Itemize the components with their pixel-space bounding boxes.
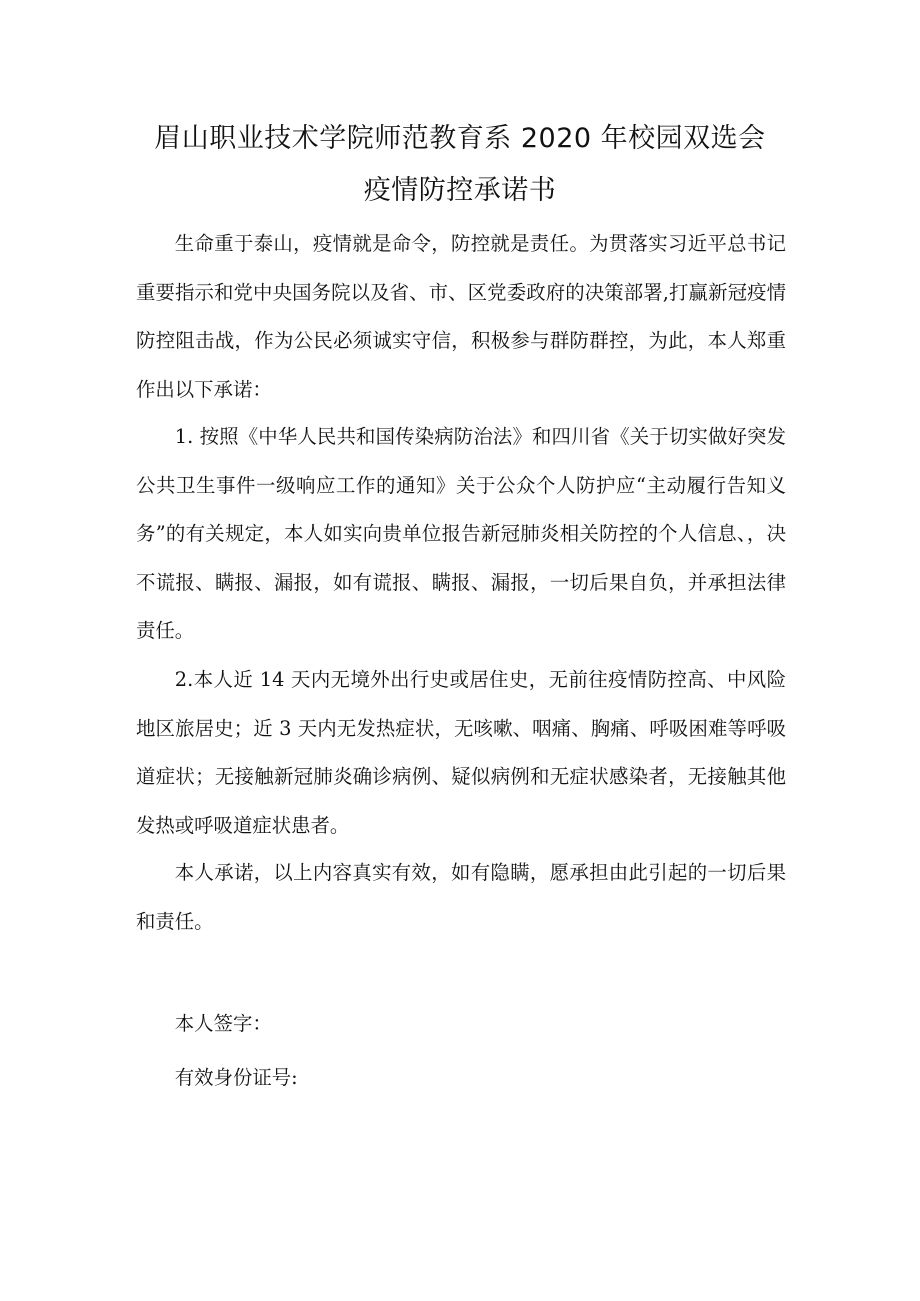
paragraph-preamble: 生命重于泰山，疫情就是命令，防控就是责任。为贯落实习近平总书记重要指示和党中央国务院以及省、市、区党委政府的决策部署,打赢新冠疫情防控阻击战，作为公民必须诚实守信，积极参与群防群控，为此，本人郑重作出以下承诺： xyxy=(136,232,786,401)
document-subtitle: 疫情防控承诺书 xyxy=(363,175,557,206)
paragraph-pledge-1: 1. 按照《中华人民共和国传染病防治法》和四川省《关于切实做好突发公共卫生事件一级响应工作的通知》关于公众个人防护应“主动履行告知义务”的有关规定，本人如实向贵单位报告新冠肺炎相关防控的个人信息、，决不谎报、瞒报、漏报，如有谎报、瞒报、漏报，一切后果自负，并承担法律责任。 xyxy=(136,425,786,642)
document-title: 眉山职业技术学院师范教育系 2020 年校园双选会 xyxy=(154,123,766,154)
paragraph-declaration: 本人承诺，以上内容真实有效，如有隐瞒，愿承担由此引起的一切后果和责任。 xyxy=(136,861,786,933)
signature-label: 本人签字： xyxy=(174,1012,272,1035)
id-number-label: 有效身份证号: xyxy=(174,1066,298,1089)
paragraph-pledge-2: 2.本人近 14 天内无境外出行史或居住史，无前往疫情防控高、中风险地区旅居史；近 3 天内无发热症状，无咳嗽、咽痛、胸痛、呼吸困难等呼吸道症状；无接触新冠肺炎确诊病例、疑似病例和无症状感染者，无接触其他发热或呼吸道症状患者。 xyxy=(136,668,786,837)
